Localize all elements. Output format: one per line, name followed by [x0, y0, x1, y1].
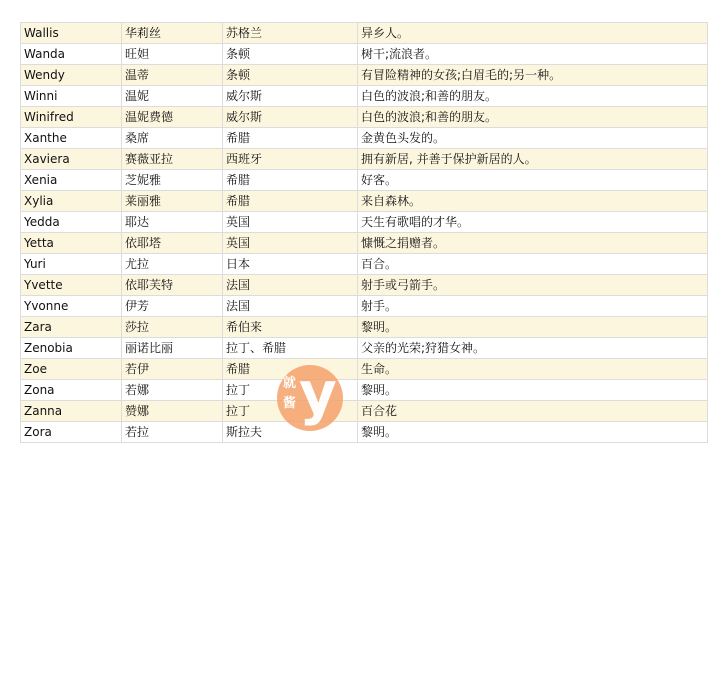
meaning-cell: 金黄色头发的。 — [358, 128, 708, 149]
english-name-cell: Zora — [21, 422, 122, 443]
meaning-cell: 树干;流浪者。 — [358, 44, 708, 65]
chinese-name-cell: 丽诺比丽 — [122, 338, 223, 359]
english-name-cell: Wendy — [21, 65, 122, 86]
table-row — [21, 65, 708, 86]
origin-cell: 希伯来 — [223, 317, 358, 338]
table-row — [21, 317, 708, 338]
meaning-cell: 射手或弓箭手。 — [358, 275, 708, 296]
watermark-glyph: y — [299, 359, 337, 427]
english-name-cell: Yetta — [21, 233, 122, 254]
origin-cell: 斯拉夫 — [223, 422, 358, 443]
origin-cell: 苏格兰 — [223, 23, 358, 44]
english-name-cell: Wallis — [21, 23, 122, 44]
english-name-cell: Yvette — [21, 275, 122, 296]
chinese-name-cell: 莱丽雅 — [122, 191, 223, 212]
chinese-name-cell: 若伊 — [122, 359, 223, 380]
english-name-cell: Xaviera — [21, 149, 122, 170]
origin-cell: 日本 — [223, 254, 358, 275]
origin-cell: 西班牙 — [223, 149, 358, 170]
english-name-cell: Yedda — [21, 212, 122, 233]
meaning-cell: 好客。 — [358, 170, 708, 191]
table-body — [21, 23, 708, 443]
watermark-char: 酱 — [283, 396, 297, 411]
chinese-name-cell: 芝妮雅 — [122, 170, 223, 191]
origin-cell: 条顿 — [223, 65, 358, 86]
table-row — [21, 170, 708, 191]
table-row — [21, 233, 708, 254]
chinese-name-cell: 尤拉 — [122, 254, 223, 275]
chinese-name-cell: 温蒂 — [122, 65, 223, 86]
meaning-cell: 有冒险精神的女孩;白眉毛的;另一种。 — [358, 65, 708, 86]
meaning-cell: 父亲的光荣;狩猎女神。 — [358, 338, 708, 359]
meaning-cell: 拥有新居, 并善于保护新居的人。 — [358, 149, 708, 170]
origin-cell: 威尔斯 — [223, 86, 358, 107]
table-row — [21, 44, 708, 65]
english-name-cell: Winifred — [21, 107, 122, 128]
table-row — [21, 422, 708, 443]
table-row — [21, 128, 708, 149]
chinese-name-cell: 若娜 — [122, 380, 223, 401]
english-name-cell: Zoe — [21, 359, 122, 380]
meaning-cell: 百合花 — [358, 401, 708, 422]
meaning-cell: 射手。 — [358, 296, 708, 317]
meaning-cell: 白色的波浪;和善的朋友。 — [358, 107, 708, 128]
english-name-cell: Wanda — [21, 44, 122, 65]
table-row — [21, 254, 708, 275]
meaning-cell: 白色的波浪;和善的朋友。 — [358, 86, 708, 107]
origin-cell: 法国 — [223, 275, 358, 296]
table-row — [21, 359, 708, 380]
chinese-name-cell: 桑席 — [122, 128, 223, 149]
table-row — [21, 149, 708, 170]
english-name-cell: Xylia — [21, 191, 122, 212]
origin-cell: 拉丁 — [223, 401, 358, 422]
chinese-name-cell: 耶达 — [122, 212, 223, 233]
meaning-cell: 异乡人。 — [358, 23, 708, 44]
watermark-char: 就 — [283, 376, 297, 391]
chinese-name-cell: 旺妲 — [122, 44, 223, 65]
table-row — [21, 86, 708, 107]
table-row — [21, 107, 708, 128]
chinese-name-cell: 赞娜 — [122, 401, 223, 422]
table-row — [21, 212, 708, 233]
english-name-cell: Yuri — [21, 254, 122, 275]
english-name-cell: Zanna — [21, 401, 122, 422]
table-row — [21, 191, 708, 212]
origin-cell: 法国 — [223, 296, 358, 317]
origin-cell: 拉丁、希腊 — [223, 338, 358, 359]
english-name-cell: Xenia — [21, 170, 122, 191]
chinese-name-cell: 莎拉 — [122, 317, 223, 338]
table-row — [21, 380, 708, 401]
english-name-cell: Zenobia — [21, 338, 122, 359]
meaning-cell: 生命。 — [358, 359, 708, 380]
meaning-cell: 百合。 — [358, 254, 708, 275]
meaning-cell: 慷慨之捐赠者。 — [358, 233, 708, 254]
chinese-name-cell: 依耶塔 — [122, 233, 223, 254]
origin-cell: 希腊 — [223, 128, 358, 149]
chinese-name-cell: 伊芳 — [122, 296, 223, 317]
english-name-cell: Winni — [21, 86, 122, 107]
table-row — [21, 401, 708, 422]
origin-cell: 希腊 — [223, 359, 358, 380]
origin-cell: 希腊 — [223, 191, 358, 212]
origin-cell: 条顿 — [223, 44, 358, 65]
watermark-logo — [277, 359, 343, 431]
english-name-cell: Zara — [21, 317, 122, 338]
table-row — [21, 338, 708, 359]
origin-cell: 威尔斯 — [223, 107, 358, 128]
chinese-name-cell: 华莉丝 — [122, 23, 223, 44]
origin-cell: 拉丁 — [223, 380, 358, 401]
meaning-cell: 黎明。 — [358, 422, 708, 443]
english-name-cell: Yvonne — [21, 296, 122, 317]
chinese-name-cell: 赛薇亚拉 — [122, 149, 223, 170]
chinese-name-cell: 依耶芙特 — [122, 275, 223, 296]
table-row — [21, 296, 708, 317]
table-row — [21, 275, 708, 296]
english-name-cell: Zona — [21, 380, 122, 401]
meaning-cell: 黎明。 — [358, 317, 708, 338]
origin-cell: 英国 — [223, 233, 358, 254]
origin-cell: 希腊 — [223, 170, 358, 191]
meaning-cell: 来自森林。 — [358, 191, 708, 212]
meaning-cell: 天生有歌唱的才华。 — [358, 212, 708, 233]
meaning-cell: 黎明。 — [358, 380, 708, 401]
chinese-name-cell: 温妮 — [122, 86, 223, 107]
names-table — [20, 22, 708, 443]
table-row — [21, 23, 708, 44]
chinese-name-cell: 若拉 — [122, 422, 223, 443]
chinese-name-cell: 温妮费德 — [122, 107, 223, 128]
english-name-cell: Xanthe — [21, 128, 122, 149]
origin-cell: 英国 — [223, 212, 358, 233]
